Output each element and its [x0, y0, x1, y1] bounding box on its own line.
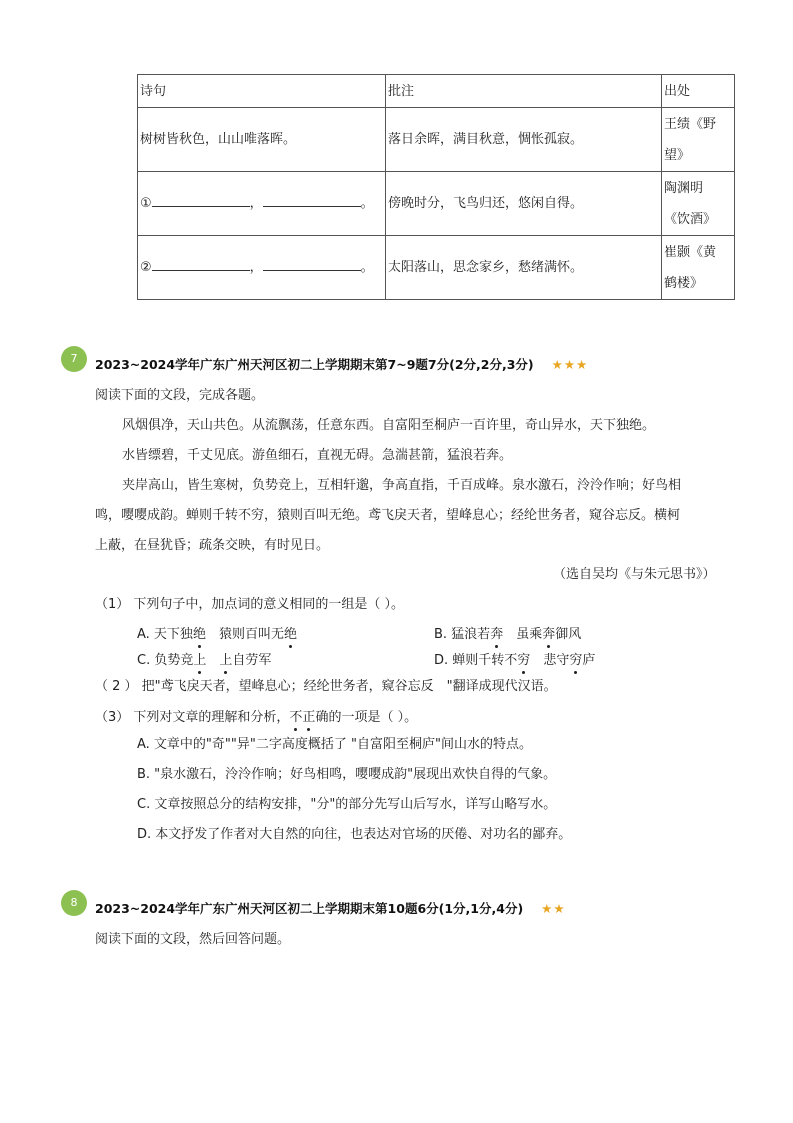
passage-line: 风烟俱净，天山共色。从流飘荡，任意东西。自富阳至桐庐一百许里，奇山异水，天下独绝。: [122, 418, 656, 433]
note-cell: 落日余晖，满目秋意，惆怅孤寂。: [386, 108, 662, 172]
note-cell: 傍晚时分，飞鸟归还，悠闲自得。: [386, 172, 662, 236]
poem-table: [137, 74, 735, 300]
sub-question-3: （3） 下列对文章的理解和分析，不正确的一项是（ ）。: [95, 710, 418, 725]
verse-blank-cell: ② ， 。: [138, 236, 386, 300]
passage-source: （选自吴均《与朱元思书》）: [553, 567, 716, 582]
choice-d[interactable]: D. 本文抒发了作者对大自然的向往，也表达对官场的厌倦、对功名的鄙弃。: [137, 827, 572, 842]
option-d[interactable]: D. 蝉则千转不穷 悲守穷庐: [434, 653, 596, 668]
difficulty-stars: ★★★: [551, 357, 589, 372]
sub-question-1: （1） 下列句子中，加点词的意义相同的一组是（ ）。: [95, 597, 405, 612]
passage-line: 水皆缥碧，千丈见底。游鱼细石，直视无碍。急湍甚箭，猛浪若奔。: [122, 448, 513, 463]
option-c[interactable]: C. 负势竞上 上自劳军: [137, 653, 272, 668]
question-number-badge: 7: [61, 346, 87, 372]
choice-b[interactable]: B. "泉水激石，泠泠作响；好鸟相鸣，嘤嘤成韵"展现出欢快自得的气象。: [137, 767, 557, 782]
blank-line[interactable]: [152, 194, 250, 207]
option-a[interactable]: A. 天下独绝 猿则百叫无绝: [137, 627, 297, 642]
question-heading: 2023~2024学年广东广州天河区初二上学期期末第10题6分(1分,1分,4分) ★★: [95, 901, 566, 916]
option-b[interactable]: B. 猛浪若奔 虽乘奔御风: [434, 627, 582, 642]
passage-line: 鸣，嘤嘤成韵。蝉则千转不穷，猿则百叫无绝。鸢飞戾天者，望峰息心；经纶世务者，窥谷忘反。横柯: [95, 508, 681, 523]
passage-line: 上蔽，在昼犹昏；疏条交映，有时见日。: [95, 538, 330, 553]
verse-blank-cell: ① ， 。: [138, 172, 386, 236]
instruction: 阅读下面的文段，然后回答问题。: [95, 932, 291, 947]
choice-c[interactable]: C. 文章按照总分的结构安排，"分"的部分先写山后写水，详写山略写水。: [137, 797, 557, 812]
note-cell: 太阳落山，思念家乡，愁绪满怀。: [386, 236, 662, 300]
passage-line: 夹岸高山，皆生寒树，负势竞上，互相轩邈，争高直指，千百成峰。泉水激石，泠泠作响；好鸟相: [122, 478, 682, 493]
blank-line[interactable]: [152, 258, 250, 271]
source-cell: 王绩《野 望》: [662, 108, 735, 172]
difficulty-stars: ★★: [541, 901, 566, 916]
header-source: 出处: [662, 75, 735, 108]
choice-a[interactable]: A. 文章中的"奇""异"二字高度概括了 "自富阳至桐庐"间山水的特点。: [137, 737, 532, 752]
header-verse: 诗句: [138, 75, 386, 108]
sub-question-2: （ 2 ） 把"鸢飞戾天者，望峰息心；经纶世务者，窥谷忘反 "翻译成现代汉语。: [95, 679, 557, 694]
question-heading: 2023~2024学年广东广州天河区初二上学期期末第7~9题7分(2分,2分,3分) ★★★: [95, 357, 589, 372]
header-note: 批注: [386, 75, 662, 108]
blank-line[interactable]: [263, 194, 361, 207]
source-cell: 陶渊明 《饮酒》: [662, 172, 735, 236]
verse-cell: 树树皆秋色，山山唯落晖。: [138, 108, 386, 172]
blank-line[interactable]: [263, 258, 361, 271]
source-cell: 崔颢《黄 鹤楼》: [662, 236, 735, 300]
instruction: 阅读下面的文段，完成各题。: [95, 388, 265, 403]
question-number-badge: 8: [61, 890, 87, 916]
